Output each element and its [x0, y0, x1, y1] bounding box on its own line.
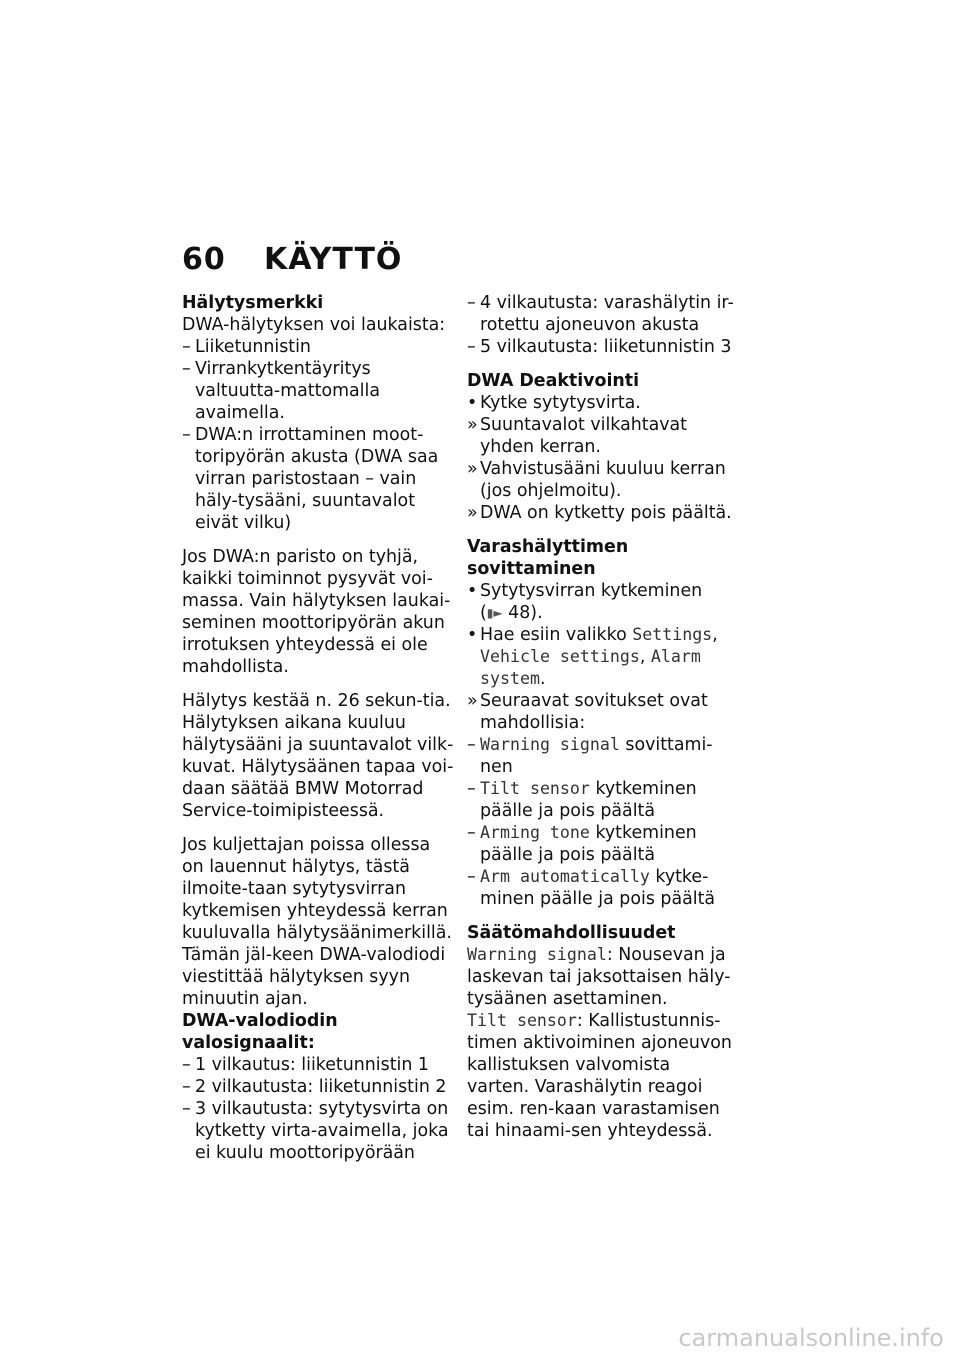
list-item-option-3: – Arming tone kytkeminen päälle ja pois päältä	[467, 823, 697, 865]
heading-led-signals: DWA-valodiodin valosignaalit:	[182, 1011, 338, 1053]
step-marker: »	[467, 691, 478, 711]
option-warning-signal: Warning signal: Nousevan ja laskevan tai jaksottaisen häly-tysäänen asettaminen.	[467, 945, 731, 1009]
list-item-trigger-2: – Virrankytkentäyritys valtuutta-mattomalla avaimella.	[182, 359, 381, 423]
dash-marker: –	[467, 823, 476, 843]
dash-marker: –	[467, 337, 476, 357]
list-item-led-5: – 5 vilkautusta: liiketunnistin 3	[467, 337, 732, 357]
dash-marker: –	[467, 867, 476, 887]
list-item-deact-3: » Vahvistusääni kuuluu kerran (jos ohjelmoitu).	[467, 459, 726, 501]
list-item-led-2: – 2 vilkautusta: liiketunnistin 2	[182, 1077, 447, 1097]
list-item-trigger-3: – DWA:n irrottaminen moot-toripyörän akusta (DWA saa virran paristostaan – vain häly-tysääni, suuntavalot eivät vilku)	[182, 425, 439, 533]
page-header	[182, 242, 402, 277]
step-marker: »	[467, 459, 478, 479]
paragraph-notification: Jos kuljettajan poissa ollessa on lauennut hälytys, tästä ilmoite-taan sytytysvirran kytkemisen yhteydessä kerran kuuluvalla hälytysäänimerkillä. Tämän jäl-keen DWA-valodiodi viestittää hälytyksen syyn minuutin ajan.	[182, 835, 452, 1009]
list-item-option-1: – Warning signal sovittami-nen	[467, 735, 713, 777]
dash-marker: –	[182, 1077, 191, 1097]
step-marker: »	[467, 503, 478, 523]
page-reference: 48).	[508, 603, 543, 623]
list-item-led-4: – 4 vilkautusta: varashälytin ir-rotettu ajoneuvon akusta	[467, 293, 734, 335]
list-item-option-4: – Arm automatically kytke-minen päälle ja pois päältä	[467, 867, 716, 909]
heading-deactivation: DWA Deaktivointi	[467, 371, 640, 391]
watermark: carmanualsonline.info	[678, 1324, 944, 1352]
list-item-led-1: – 1 vilkautus: liiketunnistin 1	[182, 1055, 429, 1075]
reference-arrow-icon: ▮►	[486, 606, 503, 620]
list-item-deact-4: » DWA on kytketty pois päältä.	[467, 503, 732, 523]
section-title: KÄYTTÖ	[264, 242, 403, 277]
menu-alarm-system: Alarm system	[480, 647, 701, 688]
option-tilt-sensor: Tilt sensor: Kallistustunnis-timen aktivoiminen ajoneuvon kallistuksen valvomista varten. Varashälytin reagoi esim. ren-kaan varastamisen tai hinaami-sen yhteydessä.	[467, 1011, 732, 1141]
dash-marker: –	[182, 359, 191, 379]
list-item-led-3: – 3 vilkautusta: sytytysvirta on kytketty virta-avaimella, joka ei kuulu moottoripyörään	[182, 1099, 449, 1163]
list-item-adjust-2: • Hae esiin valikko Settings, Vehicle settings, Alarm system.	[467, 625, 718, 689]
bullet-marker: •	[467, 581, 478, 601]
right-column	[467, 292, 737, 1142]
dash-marker: –	[467, 735, 476, 755]
list-item-trigger-1: – Liiketunnistin	[182, 337, 311, 357]
heading-adjustment-options: Säätömahdollisuudet	[467, 923, 676, 943]
alarm-intro: DWA-hälytyksen voi laukaista:	[182, 315, 446, 335]
heading-alarm-adjustment: Varashälyttimen sovittaminen	[467, 537, 629, 579]
dash-marker: –	[182, 1055, 191, 1075]
list-item-option-2: – Tilt sensor kytkeminen päälle ja pois päältä	[467, 779, 697, 821]
dash-marker: –	[182, 1099, 191, 1119]
menu-settings: Settings	[632, 625, 713, 644]
list-item-deact-1: • Kytke sytytysvirta.	[467, 393, 641, 413]
heading-alarm-signal: Hälytysmerkki	[182, 293, 324, 313]
bullet-marker: •	[467, 625, 478, 645]
paragraph-duration: Hälytys kestää n. 26 sekun-tia. Hälytyksen aikana kuuluu hälytysääni ja suuntavalot vilk-kuvat. Hälytysäänen tapaa voi-daan säätää BMW Motorrad Service-toimipisteessä.	[182, 691, 454, 821]
page-number: 60	[182, 242, 226, 277]
dash-marker: –	[182, 425, 191, 445]
left-column	[182, 292, 454, 1164]
dash-marker: –	[182, 337, 191, 357]
bullet-marker: •	[467, 393, 478, 413]
paragraph-battery: Jos DWA:n paristo on tyhjä, kaikki toiminnot pysyvät voi-massa. Vain hälytyksen laukai-seminen moottoripyörän akun irrotuksen yhteydessä ei ole mahdollista.	[182, 547, 451, 677]
list-item-deact-2: » Suuntavalot vilkahtavat yhden kerran.	[467, 415, 687, 457]
dash-marker: –	[467, 293, 476, 313]
dash-marker: –	[467, 779, 476, 799]
step-marker: »	[467, 415, 478, 435]
menu-vehicle-settings: Vehicle settings	[480, 647, 640, 666]
list-item-adjust-1: • Sytytysvirran kytkeminen (▮► 48).	[467, 581, 703, 623]
list-item-adjust-3: » Seuraavat sovitukset ovat mahdollisia:	[467, 691, 708, 733]
